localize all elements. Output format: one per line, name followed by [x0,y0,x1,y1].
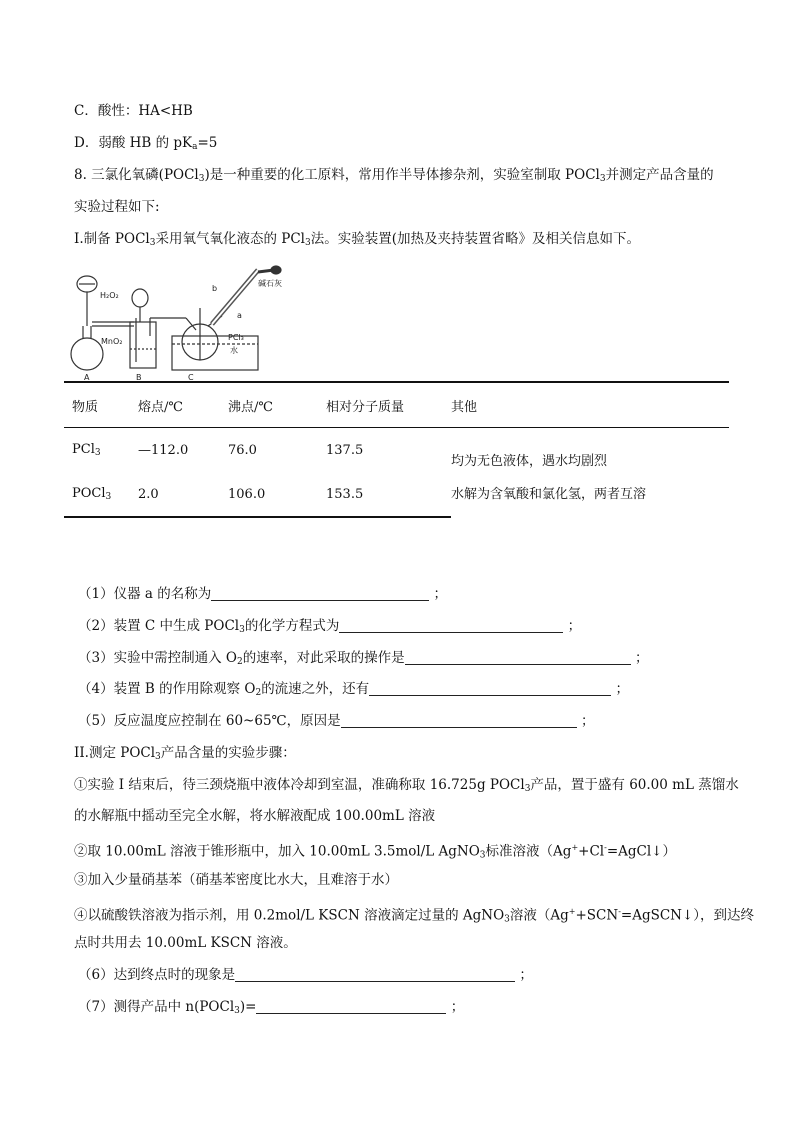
question-6: （6）达到终点时的现象是 ； [78,967,533,983]
cell-other: 均为无色液体，遇水均剧烈 水解为含氧酸和氯化氢，两者互溶 [451,454,647,502]
properties-table [64,381,729,518]
step-1-line1: ①实验 I 结束后，待三颈烧瓶中液体冷却到室温，准确称取 16.725g POCl$_3$产品，置于盛有 60.00 mL 蒸馏水 [74,777,739,794]
header-molar-mass: 相对分子质量 [326,382,451,428]
label-mno2: MnO₂ [101,337,123,346]
cell-bp: 76.0 [228,442,257,458]
q8-intro-line1: 8. 三氯化氧磷(POCl$_3$)是一种重要的化工原料，常用作半导体掺杂剂，实验室制取 POCl$_3$并测定产品含量的 [74,167,714,184]
cell-bp: 106.0 [228,472,326,517]
label-a: A [84,373,90,382]
step-4-line1: ④以硫酸铁溶液为指示剂，用 0.2mol/L KSCN 溶液滴定过量的 AgNO$_3$溶液（Ag++SCN-=AgSCN↓），到达终 [74,907,755,925]
question-2: （2）装置 C 中生成 POCl$_3$的化学方程式为 ； [78,618,582,635]
flask-a [71,338,103,370]
option-d: D．弱酸 HB 的 $pK_a=5$ [74,135,218,152]
cell-substance: POCl$_3$ [64,472,138,517]
question-7: （7）测得产品中 n(POCl$_3$)= ； [78,999,465,1016]
answer-blank-7[interactable] [256,999,446,1014]
answer-blank-5[interactable] [341,713,577,728]
q8-intro-line2: 实验过程如下: [74,199,160,215]
label-water: 水 [230,346,238,355]
part1-heading: I.制备 POCl$_3$采用氧气氧化液态的 PCl$_3$法。实验装置(加热及夹持装置省略》及相关信息如下。 [74,231,640,248]
answer-blank-6[interactable] [235,967,515,982]
step-3: ③加入少量硝基苯（硝基苯密度比水大，且难溶于水） [74,872,398,888]
table-header-row [64,382,729,428]
step-4-line2: 点时共用去 10.00mL KSCN 溶液。 [74,935,297,951]
header-boiling-point: 沸点/℃ [228,382,326,428]
question-5: （5）反应温度应控制在 60~65℃，原因是 ； [78,713,595,729]
cell-mw: 137.5 [326,442,364,458]
header-other: 其他 [451,382,729,428]
answer-blank-2[interactable] [339,618,563,633]
question-3: （3）实验中需控制通入 $O_2$的速率，对此采取的操作是 ； [78,650,649,667]
step-1-line2: 的水解瓶中摇动至完全水解，将水解液配成 100.00mL 溶液 [74,808,436,824]
part2-heading: II.测定 POCl$_3$产品含量的实验步骤： [74,745,296,762]
answer-blank-4[interactable] [369,681,611,696]
option-c: C．酸性：HA<HB [74,103,193,119]
answer-blank-3[interactable] [405,650,631,665]
label-c: C [188,373,194,382]
cell-mp: 2.0 [138,472,228,517]
apparatus-diagram [62,264,342,382]
label-tag-b: b [212,284,218,293]
step-2: ②取 10.00mL 溶液于锥形瓶中，加入 10.00mL 3.5mol/L AgNO$_3$标准溶液（Ag++Cl-=AgCl↓） [74,843,676,861]
table-row [64,428,729,473]
header-substance: 物质 [64,382,138,428]
header-melting-point: 熔点/℃ [138,382,228,428]
question-1: （1）仪器 a 的名称为 ； [78,586,448,602]
label-tag-a: a [237,311,242,320]
cell-mw: 153.5 [326,472,451,517]
bottle-b [130,322,156,368]
label-b: B [136,373,142,382]
answer-blank-1[interactable] [211,586,429,601]
water-bath [172,336,258,370]
label-pcl3: PCl₃ [228,333,244,342]
question-4: （4）装置 B 的作用除观察 $O_2$的流速之外，还有 ； [78,681,629,698]
cell-mp: —112.0 [138,442,189,458]
label-lime: 碱石灰 [258,279,282,288]
label-h2o2: H₂O₂ [100,291,119,300]
cell-substance: PCl$_3$ [72,442,101,458]
